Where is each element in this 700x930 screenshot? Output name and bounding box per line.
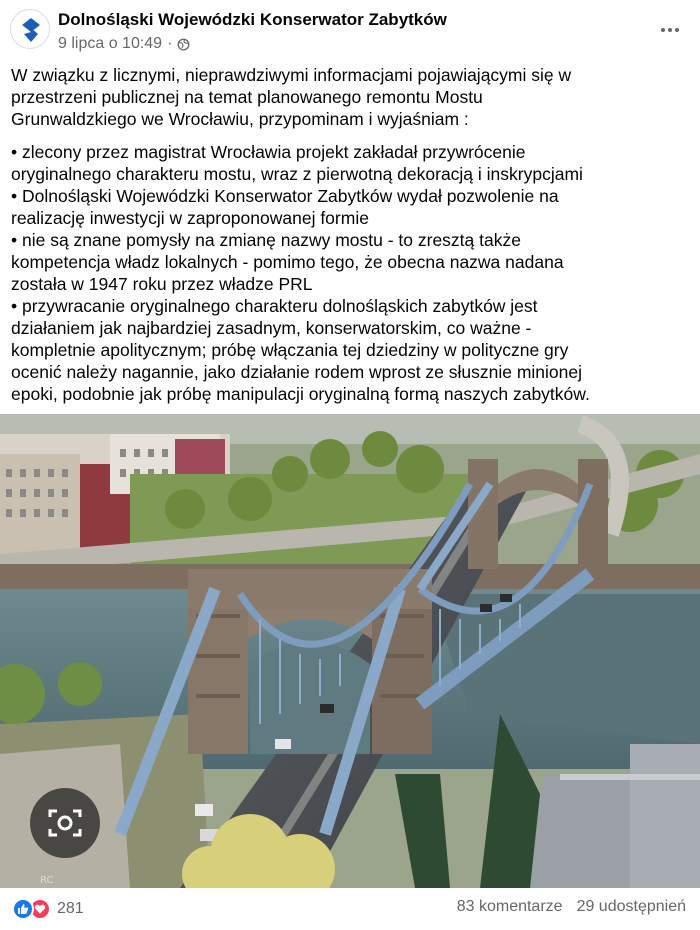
more-options-button[interactable] (656, 16, 684, 44)
intro-line: Grunwaldzkiego we Wrocławiu, przypominam i wyjaśniam : (11, 109, 469, 129)
reactions-summary[interactable] (12, 898, 84, 920)
post-meta (58, 35, 190, 53)
bullet-line: kompetencja władz lokalnych - pomimo tego, że obecna nazwa nadana (11, 252, 564, 272)
bullet-line: działaniem jak najbardziej zasadnym, konserwatorskim, co ważne - (11, 318, 532, 338)
post-header (0, 0, 700, 62)
intro-line: W związku z licznymi, nieprawdziwymi informacjami pojawiającymi się w (11, 65, 572, 85)
page-avatar[interactable] (10, 9, 50, 49)
post-photo[interactable] (0, 414, 700, 888)
bullet-line: • nie są znane pomysły na zmianę nazwy mostu - to zresztą także (11, 230, 521, 250)
intro-line: przestrzeni publicznej na temat planowanego remontu Mostu (11, 87, 483, 107)
bullet-line: realizację inwestycji w zaproponowanej formie (11, 208, 369, 228)
bullet-line: oryginalnego charakteru mostu, wraz z pierwotną dekoracją i inskrypcjami (11, 164, 583, 184)
shares-count-link[interactable]: 29 udostępnień (576, 898, 686, 915)
like-icon (12, 898, 34, 920)
bullet-line: • Dolnośląski Wojewódzki Konserwator Zabytków wydał pozwolenie na (11, 186, 559, 206)
comments-count-link[interactable]: 83 komentarze (456, 898, 563, 915)
engagement-counts (457, 898, 686, 916)
bullet-line: kompletnie apolitycznym; próbę włączania tej dziedziny w polityczne gry (11, 340, 569, 360)
shield-logo-icon (11, 10, 50, 49)
post-footer (0, 888, 700, 930)
bullet-line: • zlecony przez magistrat Wrocławia projekt zakładał przywrócenie (11, 142, 526, 162)
page-name-link[interactable]: Dolnośląski Wojewódzki Konserwator Zabytków (58, 10, 447, 29)
photo-watermark: RC (40, 875, 54, 886)
globe-icon (177, 38, 190, 51)
post-timestamp[interactable]: 9 lipca o 10:49 (58, 35, 163, 52)
bullet-line: ocenić należy nagannie, jako działanie rodem wprost ze słusznie minionej (11, 362, 583, 382)
visual-search-button[interactable] (30, 788, 100, 858)
post-body (11, 64, 691, 405)
more-horizontal-icon (660, 27, 680, 33)
bullet-line: została w 1947 roku przez władze PRL (11, 274, 313, 294)
bridge-illustration (0, 414, 700, 888)
camera-lens-icon (47, 807, 83, 839)
bullet-line: epoki, podobnie jak próbę manipulacji oryginalną formą naszych zabytków. (11, 384, 590, 404)
meta-separator: · (167, 35, 173, 52)
reaction-count: 281 (57, 900, 84, 917)
bullet-line: • przywracanie oryginalnego charakteru dolnośląskich zabytków jest (11, 296, 538, 316)
